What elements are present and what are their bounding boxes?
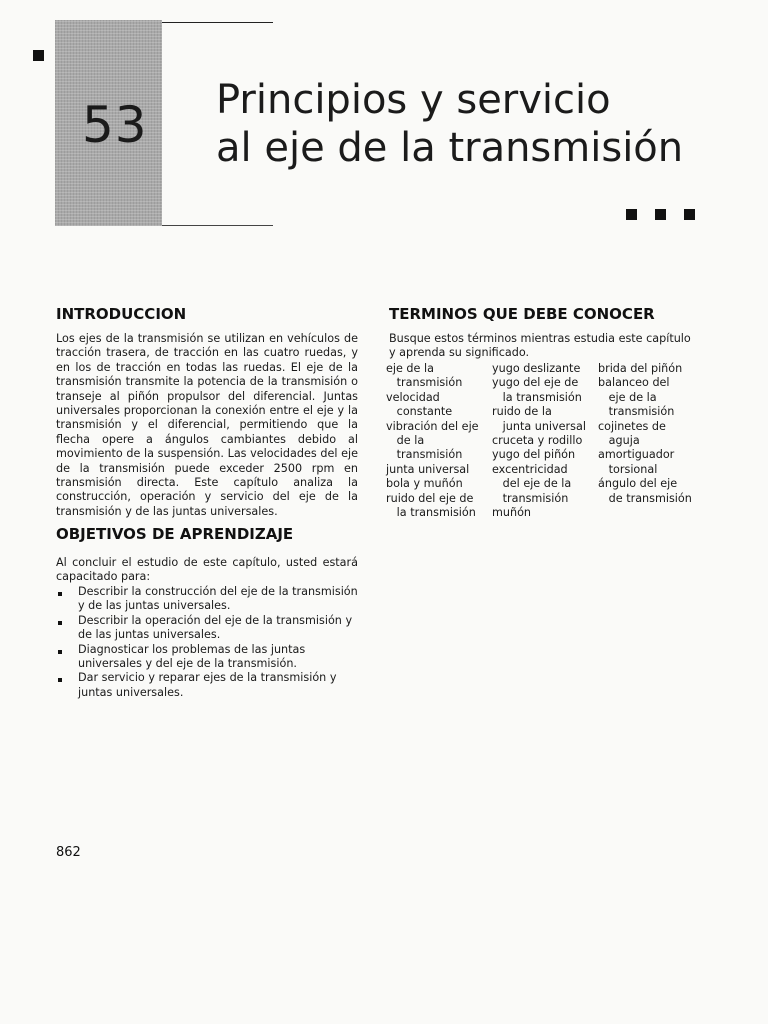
list-item: Diagnosticar los problemas de las juntas universales y del eje de la transmisión. — [56, 643, 358, 672]
chapter-number: 53 — [82, 96, 148, 154]
objetivos-list — [56, 585, 358, 700]
term-line: de la — [386, 434, 425, 448]
term-line: muñón — [492, 506, 532, 520]
page-number: 862 — [56, 845, 81, 860]
term-line: bola y muñón — [386, 477, 463, 491]
introduccion-text: Los ejes de la transmisión se utilizan en vehículos de tracción trasera, de tracción en las cuatro ruedas, y en los de tracción en todas las ruedas. El eje de la transmisión transmite la potencia de la transmisión o transeje al piñón propulsor del diferencial. Juntas universales proporcionan la conexión entre el eje y la transmisión y el diferencial, permitiendo que la flecha opere a ángulos cambiantes debido al movimiento de la suspensión. Las velocidades del eje de la transmisión puede exceder 2500 rpm en transmisión directa. Este capítulo analiza la construcción, operación y servicio del eje de la transmisión y de las juntas universales. — [56, 332, 358, 518]
list-item: Describir la operación del eje de la transmisión y de las juntas universales. — [56, 614, 358, 643]
term-line: excentricidad — [492, 462, 568, 476]
term-line: del eje de la — [492, 477, 572, 491]
term-line: transmisión — [386, 448, 463, 462]
term-line: cojinetes de — [598, 419, 666, 433]
term-line: ruido de la — [492, 405, 552, 419]
decorative-squares-right — [626, 209, 695, 220]
term-line: constante — [386, 405, 453, 419]
term-line: transmisión — [386, 376, 463, 390]
terminos-column-3 — [598, 362, 708, 520]
terminos-intro: Busque estos términos mientras estudia este capítulo y aprenda su significado. — [389, 332, 691, 360]
title-rule-top — [162, 22, 273, 23]
term-line: cruceta y rodillo — [492, 434, 583, 448]
chapter-title — [216, 76, 736, 172]
term-line: yugo del piñón — [492, 448, 576, 462]
objetivos-heading: OBJETIVOS DE APRENDIZAJE — [56, 525, 294, 543]
term-line: ruido del eje de — [386, 491, 474, 505]
list-item: Describir la construcción del eje de la transmisión y de las juntas universales. — [56, 585, 358, 614]
introduccion-heading: INTRODUCCION — [56, 305, 187, 323]
chapter-title-line-1: Principios y servicio — [216, 77, 611, 123]
term-line: ángulo del eje — [598, 477, 678, 491]
term-line: transmisión — [598, 405, 675, 419]
term-line: yugo del eje de — [492, 376, 579, 390]
term-line: eje de la — [598, 390, 657, 404]
term-line: de transmisión — [598, 491, 692, 505]
term-line: la transmisión — [492, 390, 582, 404]
term-line: junta universal — [386, 462, 470, 476]
term-line: brida del piñón — [598, 362, 683, 375]
terminos-heading: TERMINOS QUE DEBE CONOCER — [389, 305, 655, 323]
objetivos-intro: Al concluir el estudio de este capítulo, usted estará capacitado para: — [56, 556, 358, 584]
term-line: la transmisión — [386, 506, 476, 520]
term-line: yugo deslizante — [492, 362, 581, 375]
term-line: velocidad — [386, 390, 440, 404]
terminos-columns — [386, 362, 708, 520]
term-line: amortiguador — [598, 448, 675, 462]
term-line: balanceo del — [598, 376, 670, 390]
terminos-column-1 — [386, 362, 492, 520]
term-line: vibración del eje — [386, 419, 479, 433]
term-line: eje de la — [386, 362, 434, 375]
title-rule-bottom — [162, 225, 273, 226]
term-line: junta universal — [492, 419, 586, 433]
term-line: aguja — [598, 434, 640, 448]
term-line: torsional — [598, 462, 658, 476]
list-item: Dar servicio y reparar ejes de la transmisión y juntas universales. — [56, 671, 358, 700]
terminos-column-2 — [492, 362, 598, 520]
chapter-title-line-2: al eje de la transmisión — [216, 125, 684, 171]
term-line: transmisión — [492, 491, 569, 505]
